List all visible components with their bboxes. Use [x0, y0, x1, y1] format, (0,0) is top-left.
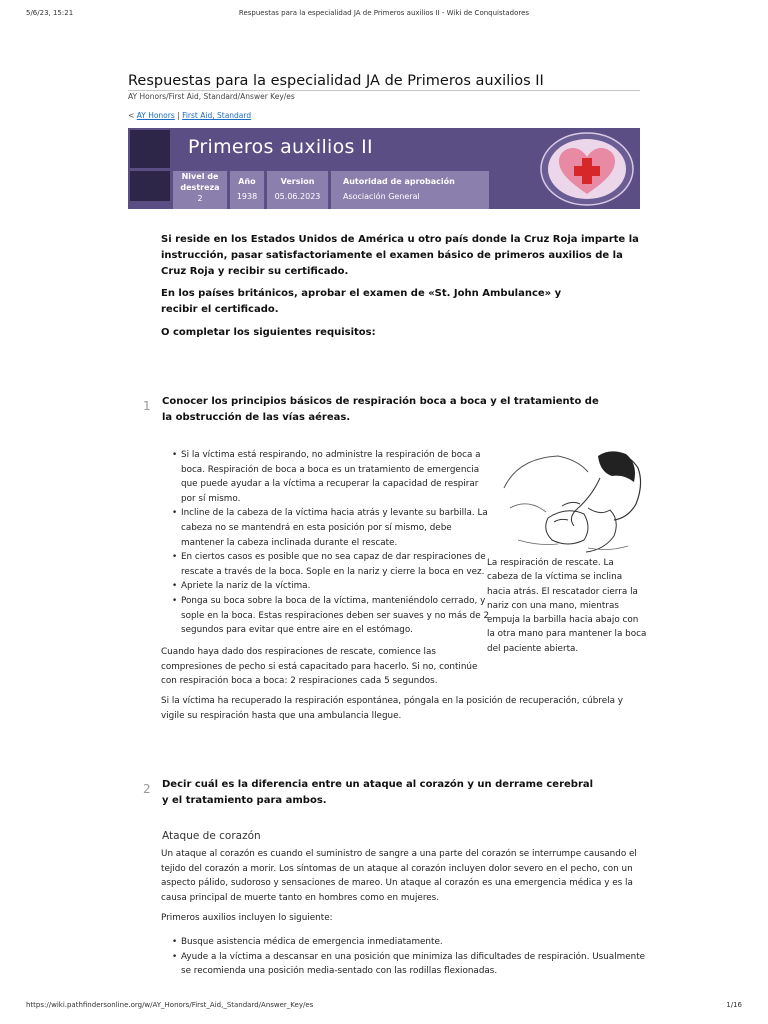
illustration-caption: La respiración de rescate. La cabeza de la víctima se inclina hacia atrás. El rescatador cierra la nariz con una mano, mientras empuja la barbilla hacia abajo con la otra mano para mantener la boca del paciente abierta.: [487, 558, 647, 654]
honor-banner: [128, 128, 640, 209]
list-item: • Ayude a la víctima a descansar en una posición que minimiza las dificultades de respiración. Usualmente se recomienda una posición media-sentado con las rodillas flexionadas.: [172, 950, 650, 979]
requirement-1-title: Conocer los principios básicos de respiración boca a boca y el tratamiento de la obstrucción de las vías aéreas.: [162, 396, 599, 423]
year-label: Año: [238, 177, 256, 186]
list-item: • Incline de la cabeza de la víctima hacia atrás y levante su barbilla. La cabeza no se mantendrá en esta posición por sí mismo, debe mantener la cabeza inclinada durante el rescate.: [172, 506, 490, 550]
banner-corner-block: [130, 130, 170, 168]
breadcrumb-link-first-aid[interactable]: First Aid, Standard: [182, 111, 252, 120]
intro-paragraph-2: En los países británicos, aprobar el examen de «St. John Ambulance» y recibir el certificado.: [161, 288, 562, 315]
requirement-number: 2: [143, 782, 151, 796]
page-subtitle: AY Honors/First Aid, Standard/Answer Key/es: [128, 92, 295, 101]
intro-paragraph-1: Si reside en los Estados Unidos de América u otro país donde la Cruz Roja imparte la instrucción, pasar satisfactoriamente el examen básico de primeros auxilios de la Cruz Roja y recibir su certificado.: [161, 234, 639, 277]
breadcrumb-separator: |: [177, 111, 180, 120]
rescue-breathing-illustration: [488, 448, 646, 556]
breadcrumb: [128, 111, 251, 120]
year-cell: [230, 171, 264, 209]
requirement-2-bullet-list: [172, 935, 650, 979]
list-item: • Ponga su boca sobre la boca de la víctima, manteniéndolo cerrado, y sople en la boca. Estas respiraciones deben ser suaves y no más de 2 segundos para evitar que entre aire en el estómago.: [172, 594, 490, 638]
approval-authority-value: Asociación General: [343, 192, 420, 201]
breadcrumb-link-ay-honors[interactable]: AY Honors: [136, 111, 175, 120]
version-cell: [267, 171, 328, 209]
banner-corner-block: [130, 171, 170, 201]
list-item: • Si la víctima está respirando, no administre la respiración de boca a boca. Respiración de boca a boca es un tratamiento de emergencia que puede ayudar a la víctima a recuperar la capacidad de respirar por sí mismo.: [172, 448, 490, 506]
list-item: • Busque asistencia médica de emergencia inmediatamente.: [172, 935, 650, 950]
skill-level-value: 2: [197, 194, 203, 203]
approval-authority-label: Autoridad de aprobación: [343, 177, 455, 186]
section-heading-heart-attack: Ataque de corazón: [162, 830, 261, 842]
list-item: • Apriete la nariz de la víctima.: [172, 579, 490, 594]
list-item: • En ciertos casos es posible que no sea capaz de dar respiraciones de rescate a través de la boca. Sople en la nariz y cierre la boca en vez.: [172, 550, 490, 579]
print-url: https://wiki.pathfindersonline.org/w/AY_Honors/First_Aid,_Standard/Answer_Key/es: [26, 1001, 314, 1009]
print-date: 5/6/23, 15:21: [26, 9, 74, 17]
requirement-number: 1: [143, 399, 151, 413]
print-page-number: 1/16: [726, 1001, 742, 1009]
breadcrumb-prefix: <: [128, 111, 135, 120]
year-value: 1938: [236, 192, 258, 201]
intro-paragraph-3: O completar los siguientes requisitos:: [161, 327, 376, 338]
requirement-2-paragraph-2: Primeros auxilios incluyen lo siguiente:: [161, 913, 333, 923]
requirement-1-bullet-list: [172, 448, 490, 638]
skill-level-label: Nivel de destreza: [180, 172, 220, 192]
banner-title: Primeros auxilios II: [188, 136, 373, 158]
page-title: Respuestas para la especialidad JA de Primeros auxilios II: [128, 72, 640, 91]
skill-level-cell: [173, 171, 227, 209]
first-aid-badge-icon: [540, 132, 634, 206]
requirement-2-title: Decir cuál es la diferencia entre un ataque al corazón y un derrame cerebral y el tratamiento para ambos.: [162, 779, 594, 806]
print-page-title: Respuestas para la especialidad JA de Primeros auxilios II - Wiki de Conquistadores: [238, 9, 530, 17]
version-value: 05.06.2023: [274, 192, 321, 201]
approval-authority-cell: [331, 171, 489, 209]
version-label: Version: [280, 177, 315, 186]
requirement-2-paragraph-1: Un ataque al corazón es cuando el suministro de sangre a una parte del corazón se interrumpe causando el tejido del corazón a morir. Los síntomas de un ataque al corazón incluyen dolor severo en el pecho, con un aspecto pálido, sudoroso y sensaciones de mareo. Un ataque al corazón es una emergencia médica y es la causa principal de muerte tanto en hombres como en mujeres.: [161, 849, 637, 903]
requirement-1-paragraph-1: Cuando haya dado dos respiraciones de rescate, comience las compresiones de pecho si está capacitado para hacerlo. Si no, continúe con respiración boca a boca: 2 respiraciones cada 5 segundos.: [161, 647, 478, 686]
requirement-1-paragraph-2: Si la víctima ha recuperado la respiración espontánea, póngala en la posición de recuperación, cúbrela y vigile su respiración hasta que una ambulancia llegue.: [161, 696, 623, 721]
